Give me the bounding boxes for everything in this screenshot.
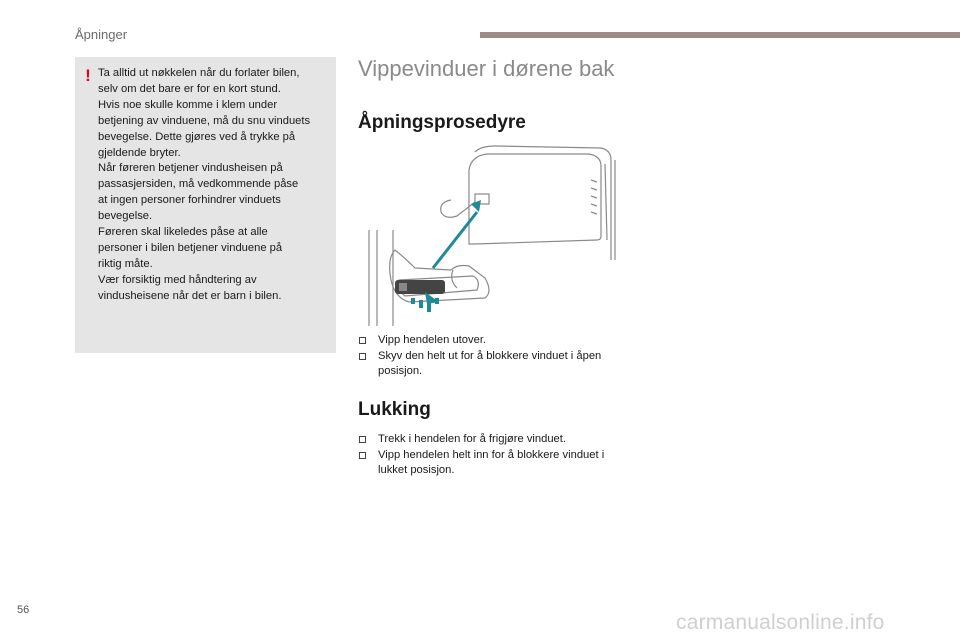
watermark: carmanualsonline.info: [676, 611, 885, 634]
warning-line: Hvis noe skulle komme i klem under: [98, 98, 278, 111]
opening-steps: [358, 333, 618, 380]
page-title: Vippevinduer i dørene bak: [358, 56, 615, 81]
step-text: Vipp hendelen helt inn for å blokkere vinduet i lukket posisjon.: [378, 448, 605, 476]
warning-line: riktig måte.: [98, 257, 153, 270]
warning-line: Ta alltid ut nøkkelen når du forlater bilen,: [98, 67, 300, 79]
warning-line: selv om det bare er for en kort stund.: [98, 82, 281, 95]
checkbox-bullet-icon: [359, 436, 366, 443]
warning-line: at ingen personer forhindrer vinduets: [98, 194, 281, 207]
warning-line: Når føreren betjener vindusheisen på: [98, 162, 283, 175]
step-text: Skyv den helt ut for å blokkere vinduet i åpen posisjon.: [378, 349, 602, 377]
warning-line: personer i bilen betjener vinduene på: [98, 241, 283, 254]
exclamation-icon: !: [85, 66, 91, 85]
rear-window-latch-illustration: [365, 140, 623, 326]
warning-box: [75, 57, 336, 353]
warning-line: Vær forsiktig med håndtering av: [98, 273, 257, 286]
step-text: Vipp hendelen utover.: [378, 334, 487, 346]
warning-line: betjening av vinduene, må du snu vinduets: [98, 114, 311, 127]
list-item: [358, 349, 618, 380]
section-label: Åpninger: [75, 27, 128, 42]
warning-line: bevegelse. Dette gjøres ved å trykke på: [98, 130, 296, 143]
list-item: [358, 448, 618, 479]
warning-line: Føreren skal likeledes påse at alle: [98, 226, 268, 239]
closing-steps: [358, 432, 618, 479]
checkbox-bullet-icon: [359, 452, 366, 459]
closing-heading: Lukking: [358, 399, 431, 420]
list-item: [358, 432, 618, 448]
checkbox-bullet-icon: [359, 353, 366, 360]
page-number: 56: [17, 604, 30, 616]
warning-line: bevegelse.: [98, 210, 153, 223]
opening-heading: Åpningsprosedyre: [358, 112, 526, 133]
list-item: [358, 333, 618, 349]
checkbox-bullet-icon: [359, 337, 366, 344]
header-rule: [480, 32, 960, 38]
warning-line: gjeldende bryter.: [98, 146, 181, 159]
step-text: Trekk i hendelen for å frigjøre vinduet.: [378, 433, 566, 445]
warning-line: passasjersiden, må vedkommende påse: [98, 178, 299, 191]
warning-line: vindusheisene når det er barn i bilen.: [98, 289, 282, 302]
